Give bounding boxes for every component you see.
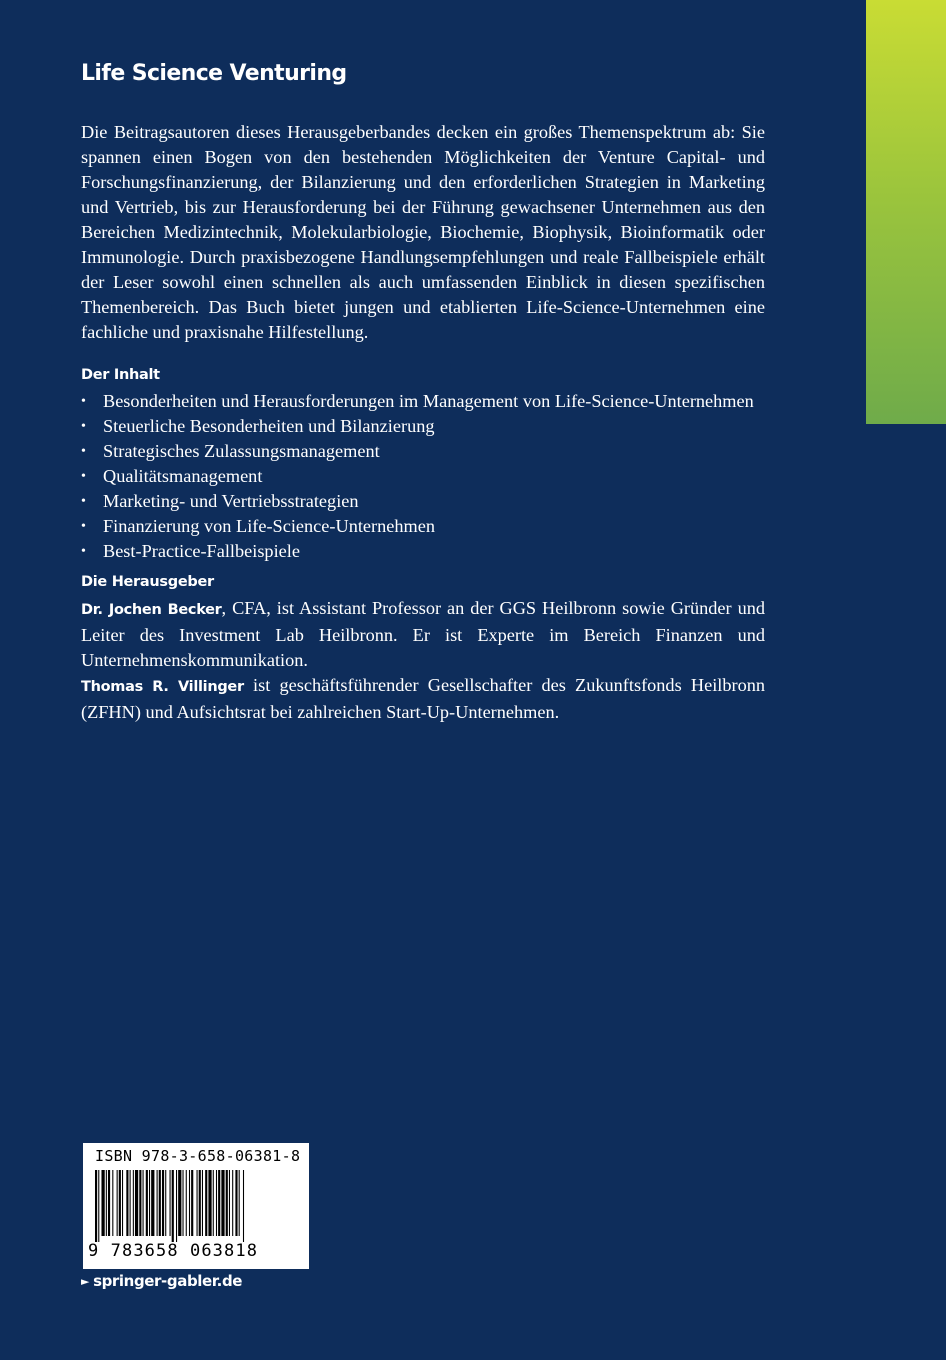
list-item: • Marketing- und Vertriebsstrategien (81, 489, 765, 514)
list-item: • Steuerliche Besonderheiten und Bilanzierung (81, 414, 765, 439)
barcode-digits: 9 783658 063818 (88, 1241, 259, 1261)
editor-name: Thomas R. Villinger (81, 679, 244, 695)
bullet-icon: • (81, 444, 86, 459)
editor-bio: ist geschäftsführender Gesellschafter des Zukunftsfonds Heilbronn (ZFHN) und Aufsichtsrat bei zahlreichen Start-Up-Unternehmen. (81, 675, 766, 722)
contents-heading: Der Inhalt (81, 367, 160, 383)
green-accent-bar (866, 0, 946, 424)
list-item: • Besonderheiten und Herausforderungen im Management von Life-Science-Unternehmen (81, 389, 765, 414)
website-url: springer-gabler.de (93, 1272, 243, 1290)
bullet-icon: • (81, 394, 86, 409)
book-description: Die Beitragsautoren dieses Herausgeberbandes decken ein großes Themenspektrum ab: Sie spannen einen Bogen von den bestehenden Möglichkeiten der Venture Capital- und Forschungsfinanzierung, der Bilanzierung und den erforderlichen Strategien in Marketing und Vertrieb, bis zur Herausforderung bei der Führung gewachsener Unternehmen aus den Bereichen Medizintechnik, Molekularbiologie, Biochemie, Biophysik, Bioinformatik oder Immunologie. Durch praxisbezogene Handlungsempfehlungen und reale Fallbeispiele erhält der Leser sowohl einen schnellen als auch umfassenden Einblick in diesen spezifischen Themenbereich. Das Buch bietet jungen und etablierten Life-Science-Unternehmen eine fachliche und praxisnahe Hilfestellung. (81, 122, 765, 342)
bullet-icon: • (81, 419, 86, 434)
isbn-barcode (83, 1143, 309, 1269)
barcode-bars (95, 1170, 297, 1242)
bullet-icon: • (81, 469, 86, 484)
editor-entry-becker (81, 596, 765, 673)
back-cover-content (81, 58, 765, 725)
bullet-icon: • (81, 494, 86, 509)
editor-bio: , CFA, ist Assistant Professor an der GGS Heilbronn sowie Gründer und Leiter des Investment Lab Heilbronn. Er ist Experte im Bereich Finanzen und Unternehmenskommunikation. (81, 598, 765, 670)
list-item: • Qualitätsmanagement (81, 464, 765, 489)
list-item: • Strategisches Zulassungsmanagement (81, 439, 765, 464)
contents-list (81, 389, 765, 564)
bullet-icon: • (81, 544, 86, 559)
website-link[interactable] (81, 1272, 242, 1290)
list-item: • Best-Practice-Fallbeispiele (81, 539, 765, 564)
list-item: • Finanzierung von Life-Science-Unternehmen (81, 514, 765, 539)
isbn-label: ISBN 978-3-658-06381-8 (95, 1147, 301, 1165)
editor-name: Dr. Jochen Becker (81, 602, 222, 618)
book-title: Life Science Venturing (81, 61, 347, 86)
arrow-right-icon: ► (81, 1274, 90, 1288)
editors-heading: Die Herausgeber (81, 574, 214, 590)
editor-entry-villinger (81, 673, 765, 725)
bullet-icon: • (81, 519, 86, 534)
